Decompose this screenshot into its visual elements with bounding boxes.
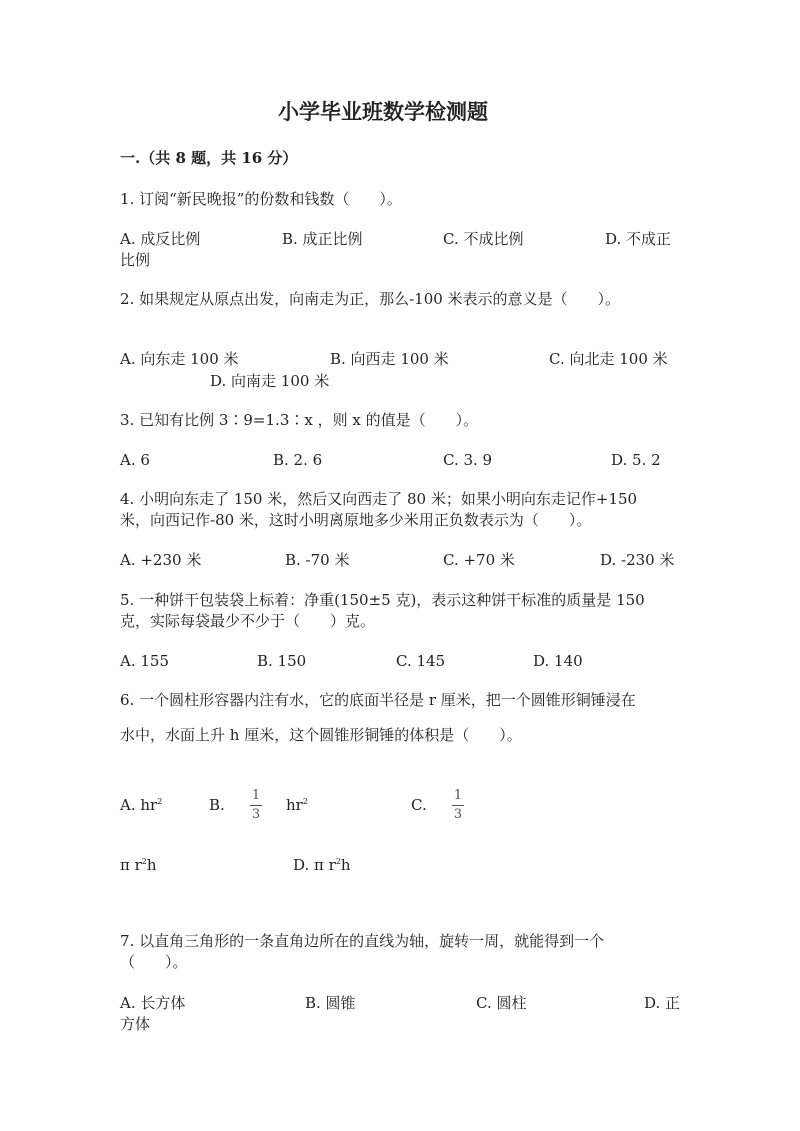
question-2-option-a: A. 向东走 100 米 [120, 350, 239, 368]
question-6-option-c-label: C. [411, 796, 427, 814]
question-5-stem-line2: 克，实际每袋最少不少于（ ）克。 [120, 612, 376, 630]
question-6-option-c-tail: π $r^2h$ [120, 856, 157, 874]
question-5-stem-line1: 5. 一种饼干包装袋上标着：净重(150±5 克)，表示这种饼干标准的质量是 150 [120, 591, 645, 609]
question-6-stem-line2: 水中，水面上升 h 厘米，这个圆锥形铜锤的体积是（ ）。 [120, 726, 522, 744]
question-3-option-c: C. 3. 9 [443, 451, 493, 469]
question-3-stem: 3. 已知有比例 3∶9=1.3∶x ，则 x 的值是（ ）。 [120, 411, 479, 429]
question-1-option-d-cont: 比例 [120, 251, 151, 269]
question-5-option-a: A. 155 [120, 652, 169, 670]
question-7-option-c: C. 圆柱 [476, 994, 527, 1012]
question-4-stem-line1: 4. 小明向东走了 150 米，然后又向西走了 80 米；如果小明向东走记作+150 [120, 490, 638, 508]
question-7-stem-line1: 7. 以直角三角形的一条直角边所在的直线为轴，旋转一周，就能得到一个 [120, 932, 605, 950]
question-6-option-b-label: B. [209, 796, 225, 814]
question-1-stem: 1. 订阅“新民晚报”的份数和钱数（ ）。 [120, 190, 402, 208]
question-7-option-d-cont: 方体 [120, 1015, 151, 1033]
question-6-option-b-tail: $hr^2$ [286, 796, 308, 814]
question-6-option-a: A. $hr^2$ [120, 796, 163, 814]
question-6-option-c-fraction: 1 3 [453, 788, 463, 822]
question-3-option-b: B. 2. 6 [273, 451, 323, 469]
question-1-option-d: D. 不成正 [605, 230, 672, 248]
question-7-option-a: A. 长方体 [120, 994, 186, 1012]
question-4-option-a: A. +230 米 [120, 551, 202, 569]
question-3-option-d: D. 5. 2 [611, 451, 661, 469]
question-7-stem-line2: （ ）。 [120, 953, 188, 971]
question-5-option-d: D. 140 [533, 652, 583, 670]
question-7-option-b: B. 圆锥 [305, 994, 356, 1012]
question-5-option-b: B. 150 [257, 652, 307, 670]
question-1-option-b: B. 成正比例 [282, 230, 363, 248]
question-1-option-a: A. 成反比例 [120, 230, 201, 248]
question-4-option-b: B. -70 米 [285, 551, 350, 569]
question-4-option-c: C. +70 米 [443, 551, 515, 569]
section-heading: 一.（共 8 题，共 16 分） [120, 149, 298, 167]
question-5-option-c: C. 145 [396, 652, 446, 670]
question-2-option-c: C. 向北走 100 米 [549, 350, 668, 368]
question-4-option-d: D. -230 米 [600, 551, 675, 569]
question-2-option-d: D. 向南走 100 米 [210, 372, 330, 390]
question-6-option-b-fraction: 1 3 [251, 788, 261, 822]
page-title: 小学毕业班数学检测题 [278, 99, 488, 124]
question-4-stem-line2: 米，向西记作-80 米，这时小明离原地多少米用正负数表示为（ ）。 [120, 511, 592, 529]
question-2-option-b: B. 向西走 100 米 [330, 350, 449, 368]
question-1-option-c: C. 不成比例 [443, 230, 524, 248]
question-6-option-d: D. π $r^2h$ [293, 856, 351, 874]
question-6-stem-line1: 6. 一个圆柱形容器内注有水，它的底面半径是 r 厘米，把一个圆锥形铜锤浸在 [120, 691, 636, 709]
question-3-option-a: A. 6 [120, 451, 150, 469]
question-2-stem: 2. 如果规定从原点出发，向南走为正，那么-100 米表示的意义是（ ）。 [120, 290, 621, 308]
question-7-option-d: D. 正 [644, 994, 681, 1012]
